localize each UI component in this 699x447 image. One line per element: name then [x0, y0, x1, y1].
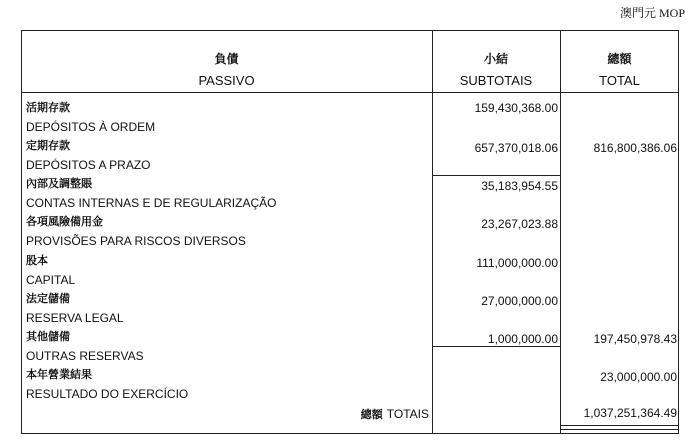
subtotal-divider [432, 346, 560, 347]
row-subtotal: 159,430,368.00 [474, 101, 558, 115]
row-label-pt: DEPÓSITOS À ORDEM [26, 120, 156, 134]
row-label-pt: DEPÓSITOS A PRAZO [26, 158, 151, 172]
row-subtotal: 657,370,018.06 [474, 141, 558, 155]
row-subtotal: 111,000,000.00 [476, 256, 558, 270]
row-label-pt: RESULTADO DO EXERCÍCIO [26, 387, 189, 401]
row-subtotal: 1,000,000.00 [487, 332, 558, 346]
row-label-pt: PROVISÕES PARA RISCOS DIVERSOS [26, 234, 246, 248]
currency-label: 澳門元 MOP [619, 6, 685, 20]
row-subtotal: 35,183,954.55 [481, 179, 558, 193]
row-total: 197,450,978.43 [593, 332, 677, 346]
totals-label [361, 406, 429, 422]
row-label-pt: CAPITAL [26, 273, 76, 287]
row-label-zh: 各項風險備用金 [26, 215, 103, 228]
totals-label-zh: 總額 [360, 408, 383, 421]
header-total-zh: 總額 [607, 52, 632, 66]
row-label-zh: 內部及調整賬 [26, 177, 92, 190]
row-label-zh: 定期存款 [26, 139, 70, 152]
row-label-pt: OUTRAS RESERVAS [26, 349, 144, 363]
row-label-zh: 其他儲備 [26, 330, 70, 343]
header-subtotal-pt: SUBTOTAIS [459, 73, 533, 88]
header-subtotal [432, 48, 560, 92]
row-total: 23,000,000.00 [600, 370, 677, 384]
row-label-zh: 本年營業結果 [26, 368, 92, 381]
totals-label-pt: TOTAIS [386, 407, 429, 421]
row-label-pt: CONTAS INTERNAS E DE REGULARIZAÇÃO [26, 196, 277, 210]
total-underline [560, 425, 679, 426]
header-liabilities-zh: 負債 [214, 52, 239, 66]
row-total: 816,800,386.06 [593, 141, 677, 155]
row-subtotal: 23,267,023.88 [481, 217, 558, 231]
row-label-zh: 股本 [26, 254, 48, 267]
header-subtotal-zh: 小結 [483, 52, 508, 66]
header-liabilities-pt: PASSIVO [198, 73, 255, 88]
totals-value: 1,037,251,364.49 [583, 406, 677, 420]
row-label-pt: RESERVA LEGAL [26, 311, 124, 325]
total-underline [560, 429, 679, 430]
row-label-zh: 活期存款 [26, 101, 70, 114]
header-total [560, 48, 679, 92]
row-label-zh: 法定儲備 [26, 292, 70, 305]
header-liabilities [21, 48, 432, 92]
header-total-pt: TOTAL [599, 73, 640, 88]
subtotal-divider [432, 175, 560, 176]
header-divider [21, 92, 679, 93]
row-subtotal: 27,000,000.00 [481, 294, 558, 308]
